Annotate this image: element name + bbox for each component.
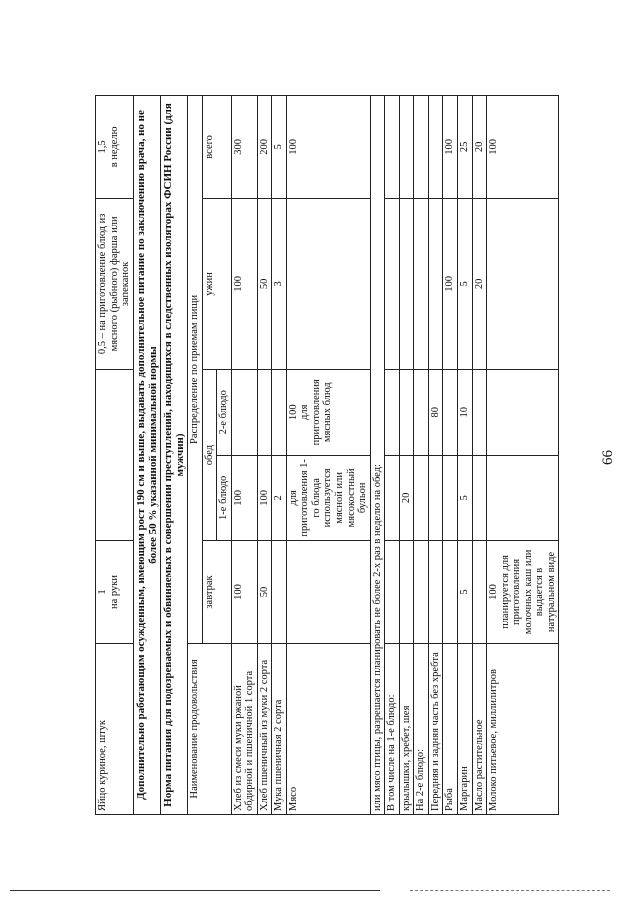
note-row [133, 96, 160, 815]
document-body [95, 95, 559, 815]
dinner-header: ужин [202, 198, 231, 369]
egg-name: Яйцо куриное, штук [96, 643, 134, 814]
egg-col1: 1 на руки [96, 541, 134, 644]
lunch-header: обед [202, 369, 217, 540]
total-header: всего [202, 96, 231, 199]
second-course-note-row: На 2-е блюдо: [414, 96, 429, 815]
nutrition-table [95, 95, 559, 815]
distribution-header: Распределение по приемам пищи [188, 96, 203, 644]
table-row: крылышки, хребет, шея 20 [399, 96, 414, 815]
egg-row [96, 96, 134, 815]
table-row: Молоко питьевое, миллилитров 100 планируется для приготовления молочных каш или выдается в натуральном виде 100 [487, 96, 559, 815]
table-row: Маргарин 5 5 10 5 25 [457, 96, 472, 815]
table-row: Передняя и задняя часть без хребта 80 [428, 96, 443, 815]
table-row: Мясо для приготовления 1-го блюда используется мясной или мясокостный бульон 100 для приготовления мясных блюд 100 [286, 96, 370, 815]
egg-col3: 1,5 в неделю [96, 96, 134, 199]
poultry-note: или мясо птицы, разрешается планировать не более 2-х раз в неделю на обед: [370, 96, 385, 815]
lunch-first-header: 1-е блюдо [217, 455, 232, 541]
page-number: 66 [600, 450, 616, 465]
extra-food-note: Дополнительно работающим осужденным, имеющим рост 190 см и выше, выдавать дополнительное питание по заключению врача, но не более 50 % указанной минимальной нормы [133, 96, 160, 815]
product-header: Наименование продовольствия [188, 643, 232, 814]
bottom-rule [10, 890, 380, 891]
norm-title: Норма питания для подозреваемых и обвиняемых в совершении преступлений, находящихся в следственных изоляторах ФСИН России (для мужчин) [160, 96, 187, 815]
table-row: Хлеб пшеничный из муки 2 сорта 50 100 50 200 [257, 96, 272, 815]
table-row: Рыба 100 100 [443, 96, 458, 815]
first-course-note-row: В том числе на 1-е блюдо: [385, 96, 400, 815]
lunch-second-header: 2-е блюдо [217, 369, 232, 455]
poultry-note-row [370, 96, 385, 815]
table-row: Хлеб из смеси муки ржаной обдирной и пшеничной 1 сорта 100 100 100 300 [231, 96, 257, 815]
table-row: Масло растительное 20 20 [472, 96, 487, 815]
table-row: Мука пшеничная 2 сорта 2 3 5 [272, 96, 287, 815]
title-row [160, 96, 187, 815]
egg-col2: 0,5 – на приготовление блюд из мясного (рыбного) фарша или запеканок [96, 198, 134, 369]
header-row-1 [188, 96, 203, 815]
bottom-rule-dashed [410, 890, 610, 891]
breakfast-header: завтрак [202, 541, 231, 644]
